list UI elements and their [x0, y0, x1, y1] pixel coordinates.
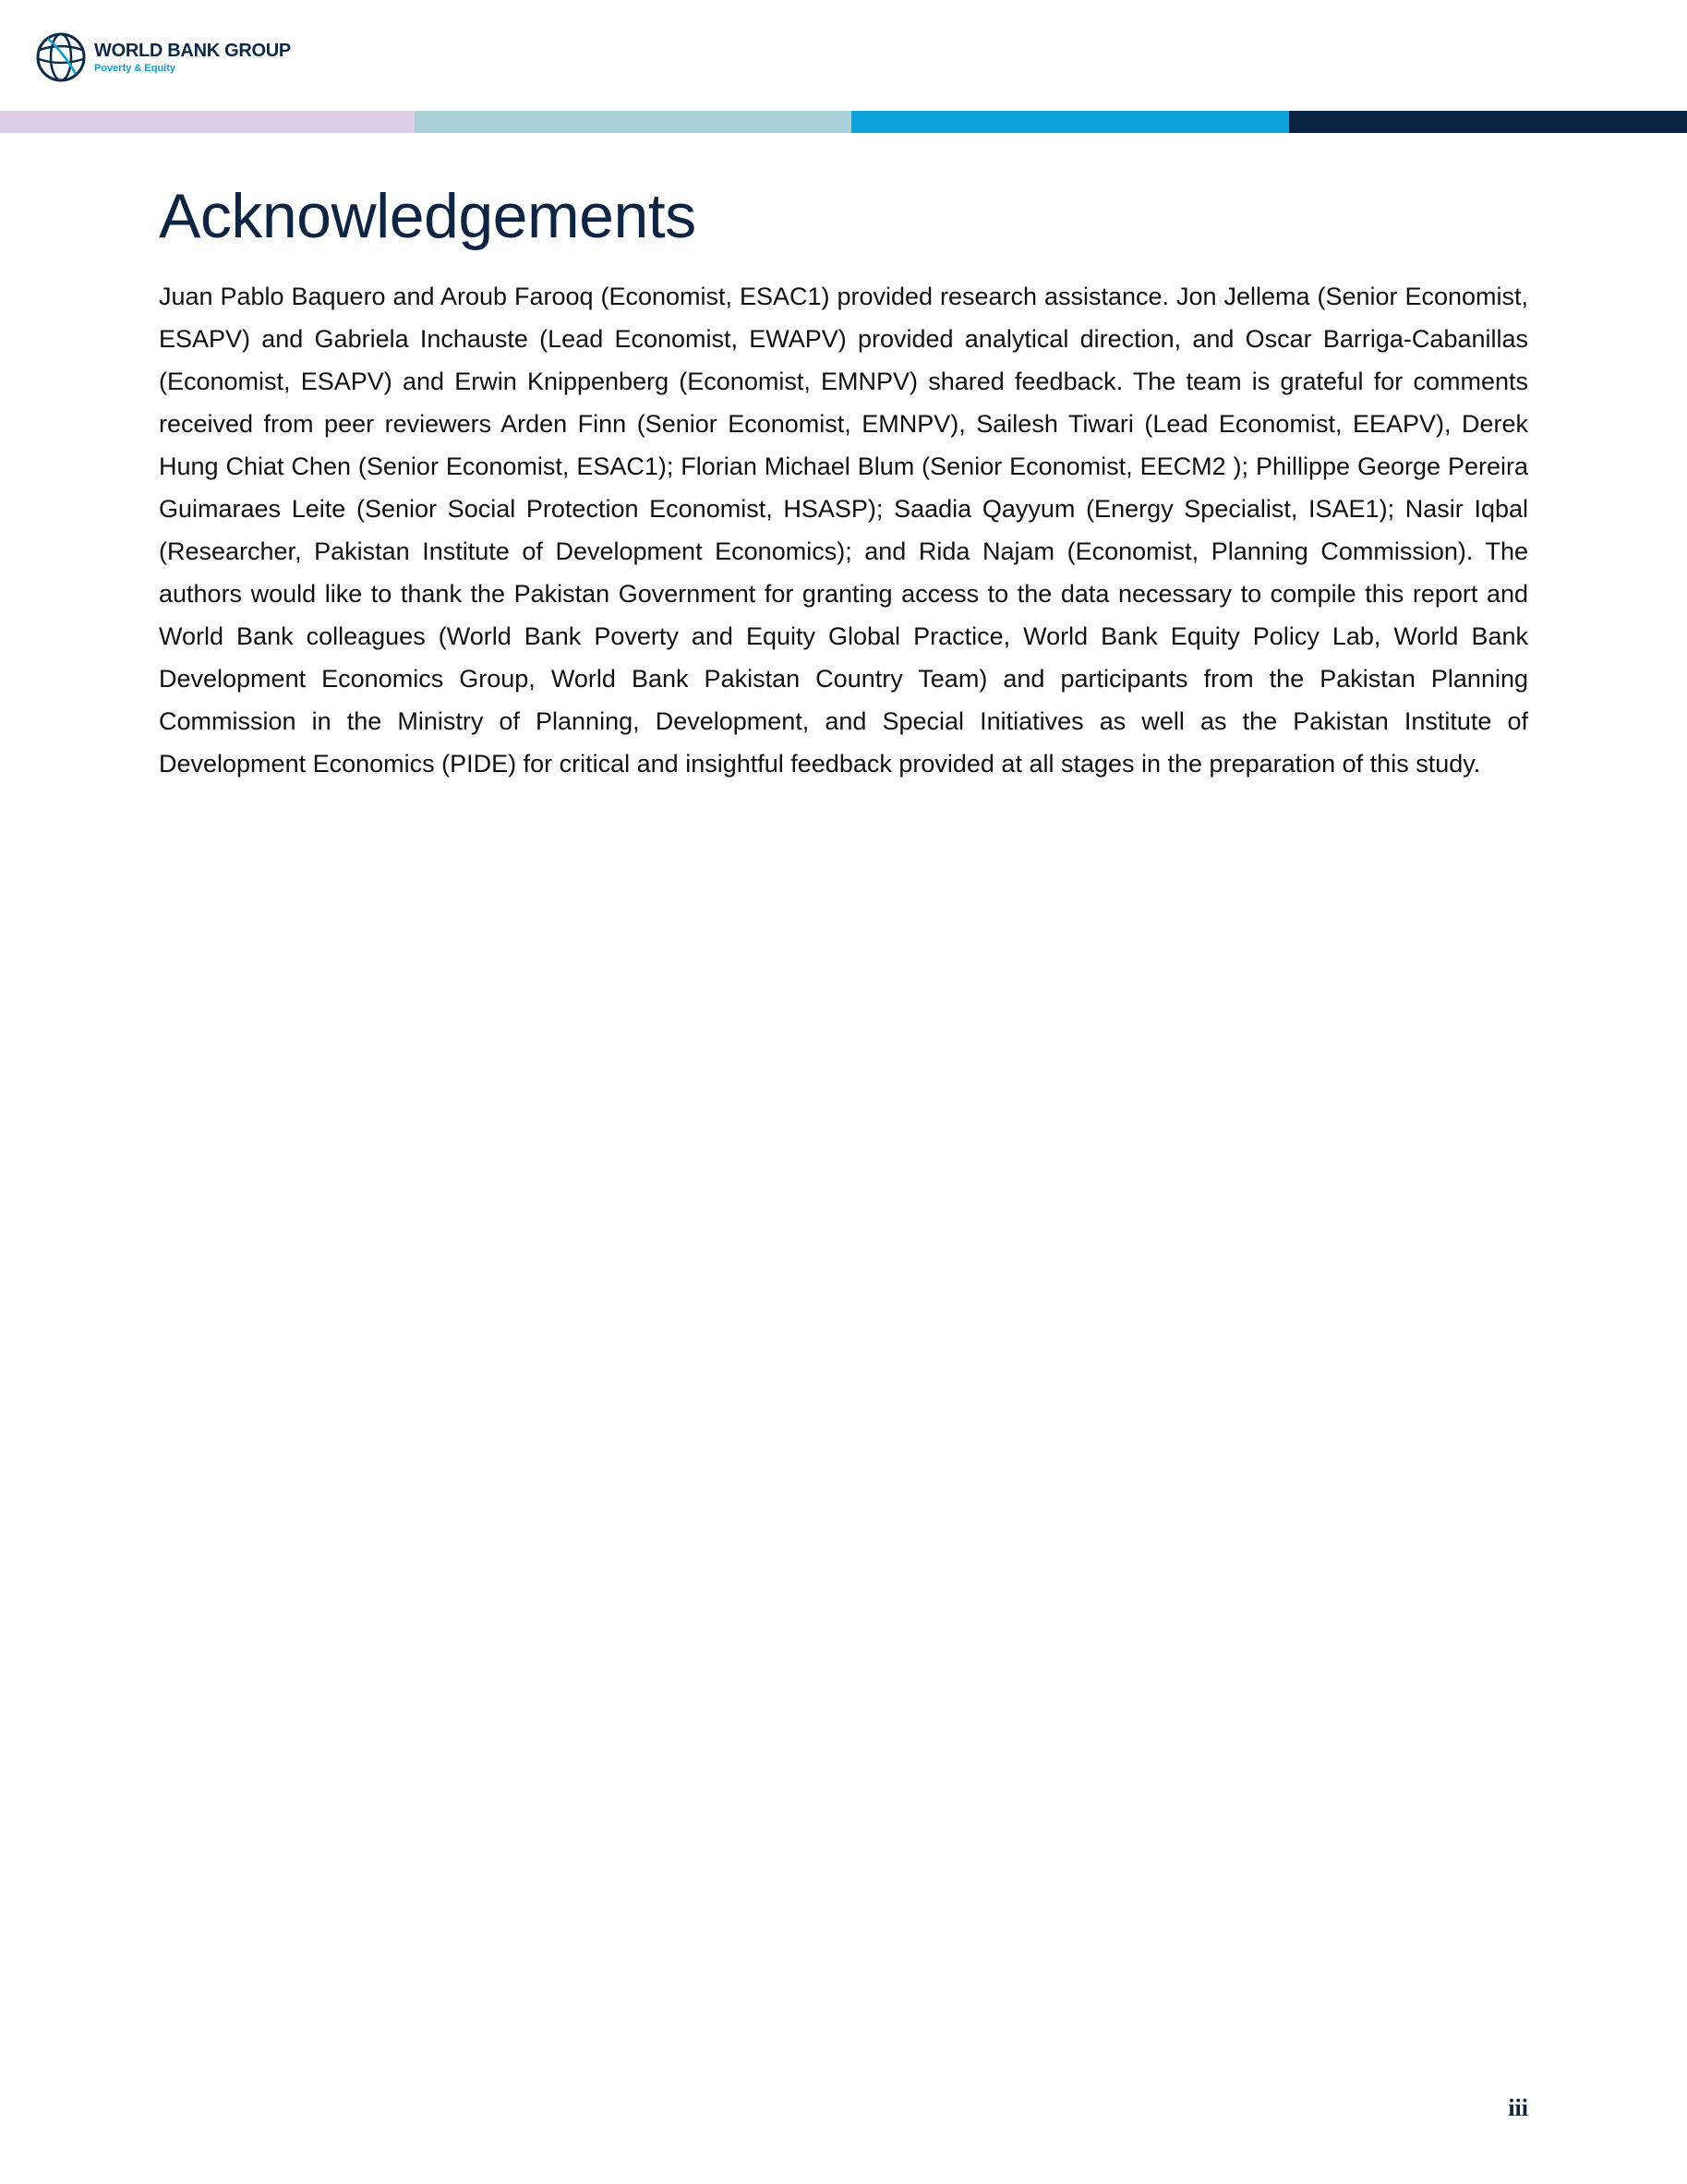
color-band-segment-navy	[1289, 111, 1687, 133]
world-bank-logo	[35, 31, 291, 83]
color-band-segment-lavender	[0, 111, 415, 133]
organization-name: WORLD BANK GROUP	[94, 40, 291, 61]
color-band-segment-blue	[851, 111, 1289, 133]
globe-icon	[35, 31, 87, 83]
acknowledgements-paragraph: Juan Pablo Baquero and Aroub Farooq (Economist, ESAC1) provided research assistance. Jon Jellema (Senior Economist, ESAPV) and Gabriela Inchauste (Lead Economist, EWAPV) provided analytical direction, and Oscar Barriga-Cabanillas (Economist, ESAPV) and Erwin Knippenberg (Economist, EMNPV) shared feedback. The team is grateful for comments received from peer reviewers Arden Finn (Senior Economist, EMNPV), Sailesh Tiwari (Lead Economist, EEAPV), Derek Hung Chiat Chen (Senior Economist, ESAC1); Florian Michael Blum (Senior Economist, EECM2 ); Phillippe George Pereira Guimaraes Leite (Senior Social Protection Economist, HSASP); Saadia Qayyum (Energy Specialist, ISAE1); Nasir Iqbal (Researcher, Pakistan Institute of Development Economics); and Rida Najam (Economist, Planning Commission). The authors would like to thank the Pakistan Government for granting access to the data necessary to compile this report and World Bank colleagues (World Bank Poverty and Equity Global Practice, World Bank Equity Policy Lab, World Bank Development Economics Group, World Bank Pakistan Country Team) and participants from the Pakistan Planning Commission in the Ministry of Planning, Development, and Special Initiatives as well as the Pakistan Institute of Development Economics (PIDE) for critical and insightful feedback provided at all stages in the preparation of this study.	[159, 283, 1528, 778]
page-title: Acknowledgements	[159, 181, 696, 251]
page-header	[0, 0, 1687, 111]
header-color-band	[0, 111, 1687, 133]
page-number: iii	[1508, 2094, 1528, 2121]
unit-name: Poverty & Equity	[94, 62, 176, 74]
page-content	[159, 175, 1528, 785]
logo-text	[94, 42, 291, 74]
color-band-segment-light-teal	[415, 111, 851, 133]
